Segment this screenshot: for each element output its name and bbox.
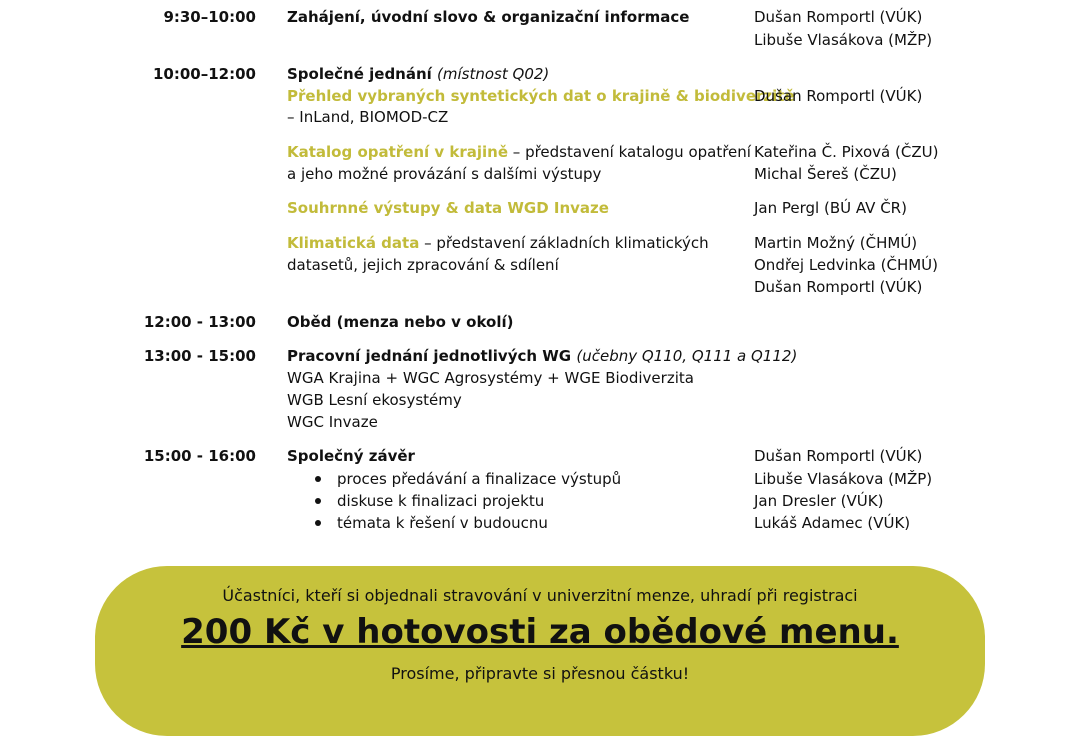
time-slot: 15:00 - 16:00: [143, 447, 256, 465]
agenda-item-title: Oběd (menza nebo v okolí): [287, 313, 514, 331]
talk-highlight: Katalog opatření v krajině: [287, 143, 509, 161]
talk-line2: a jeho možné provázání s dalšími výstupy: [287, 165, 602, 183]
talk-title: [287, 142, 751, 162]
title-text: Společné jednání: [287, 65, 432, 83]
talk-highlight: Klimatická data: [287, 234, 420, 252]
speaker: Dušan Romportl (VÚK): [754, 447, 923, 465]
title-text: Pracovní jednání jednotlivých WG: [287, 347, 572, 365]
banner-please: Prosíme, připravte si přesnou částku!: [390, 664, 690, 683]
speaker: Michal Šereš (ČZU): [754, 165, 897, 183]
talk-title: [287, 86, 795, 106]
speaker: Dušan Romportl (VÚK): [754, 278, 923, 296]
bullet-item: témata k řešení v budoucnu: [337, 514, 548, 532]
talk-highlight: Souhrnné výstupy & data WGD Invaze: [287, 199, 609, 217]
agenda-item-title: Zahájení, úvodní slovo & organizační informace: [287, 8, 690, 26]
time-slot: 13:00 - 15:00: [143, 347, 256, 365]
bullet-item: proces předávání a finalizace výstupů: [337, 470, 622, 488]
room-note: (učebny Q110, Q111 a Q112): [576, 347, 798, 365]
banner-price: 200 Kč v hotovosti za obědové menu.: [181, 612, 899, 652]
workgroup-line: WGA Krajina + WGC Agrosystémy + WGE Biodiverzita: [287, 369, 694, 387]
speaker: Libuše Vlasákova (MŽP): [754, 470, 933, 488]
speaker: Martin Možný (ČHMÚ): [754, 234, 918, 252]
bullet-item: diskuse k finalizaci projektu: [337, 492, 545, 510]
time-slot: 12:00 - 13:00: [143, 313, 256, 331]
speaker: Lukáš Adamec (VÚK): [754, 514, 911, 532]
workgroup-line: WGB Lesní ekosystémy: [287, 391, 462, 409]
speaker: Ondřej Ledvinka (ČHMÚ): [754, 256, 938, 274]
speaker: Libuše Vlasákova (MŽP): [754, 31, 933, 49]
talk-title: [287, 233, 709, 253]
agenda-item-title: [287, 346, 797, 366]
time-slot: 10:00–12:00: [153, 65, 256, 83]
time-slot: 9:30–10:00: [163, 8, 256, 26]
banner-note: Účastníci, kteří si objednali stravování v univerzitní menze, uhradí při registraci: [222, 586, 858, 605]
talk-highlight: Přehled vybraných syntetických dat o krajině & biodiverzitě: [287, 87, 795, 105]
speaker: Jan Pergl (BÚ AV ČR): [754, 199, 907, 217]
talk-line2: datasetů, jejich zpracování & sdílení: [287, 256, 559, 274]
talk-rest: – představení základních klimatických: [419, 234, 709, 252]
speaker: Dušan Romportl (VÚK): [754, 87, 923, 105]
talk-title: [287, 198, 609, 218]
workgroup-line: WGC Invaze: [287, 413, 378, 431]
agenda-item-title: [287, 64, 549, 84]
talk-line2: – InLand, BIOMOD-CZ: [287, 108, 449, 126]
speaker: Dušan Romportl (VÚK): [754, 8, 923, 26]
speaker: Jan Dresler (VÚK): [754, 492, 884, 510]
room-note: (místnost Q02): [437, 65, 550, 83]
agenda-item-title: Společný závěr: [287, 447, 415, 465]
talk-rest: – představení katalogu opatření: [508, 143, 751, 161]
speaker: Kateřina Č. Pixová (ČZU): [754, 143, 939, 161]
